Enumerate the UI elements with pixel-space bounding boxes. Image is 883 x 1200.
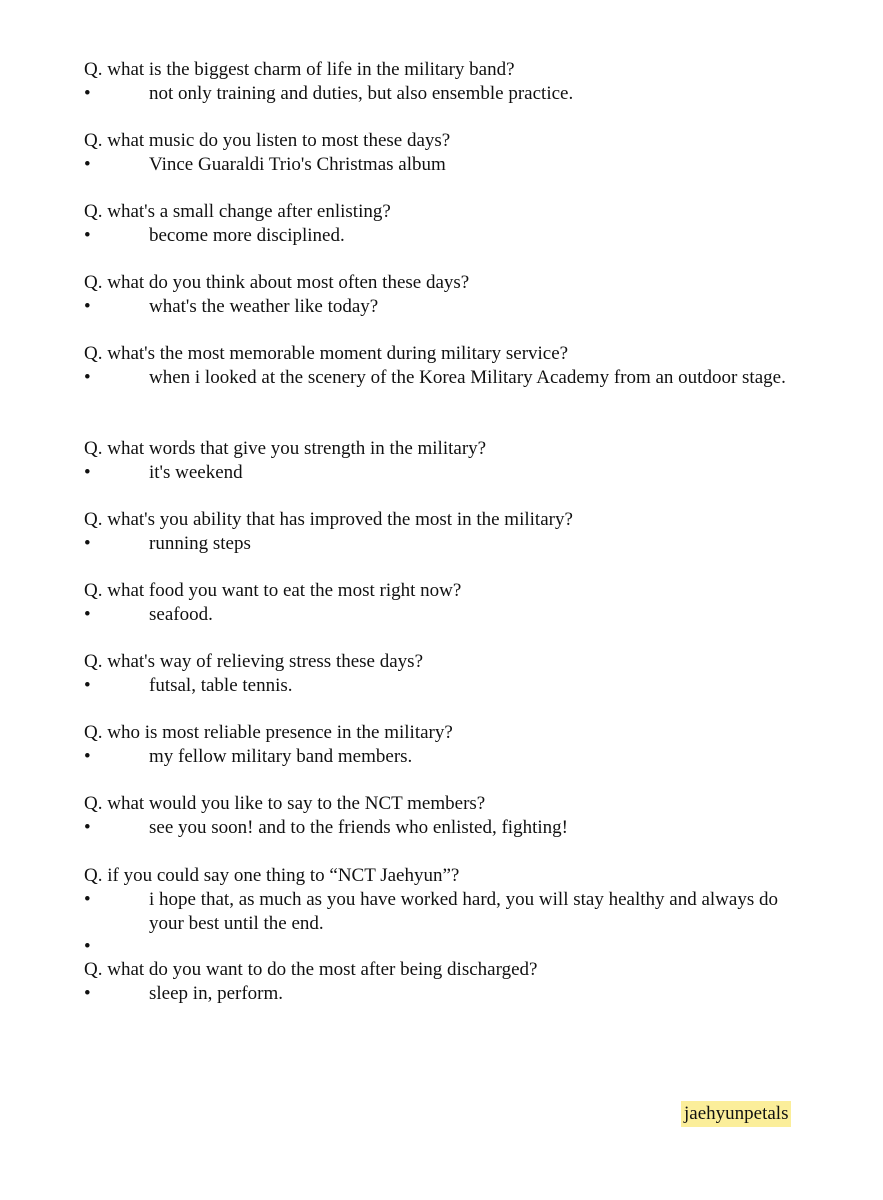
bullet-icon: • [84,296,91,317]
question-9: Q. what's way of relieving stress these days? [84,651,424,672]
answer-text: see you soon! and to the friends who enlisted, fighting! [149,817,568,838]
question-11: Q. what would you like to say to the NCT members? [84,793,486,814]
answer-text: not only training and duties, but also ensemble practice. [149,83,574,104]
answer-5 [84,366,804,390]
question-2: Q. what music do you listen to most these days? [84,130,451,151]
answer-4 [84,295,804,319]
bullet-icon: • [84,983,91,1004]
answer-text: what's the weather like today? [149,296,379,317]
bullet-icon: • [84,604,91,625]
question-1: Q. what is the biggest charm of life in the military band? [84,59,515,80]
watermark-label: jaehyunpetals [681,1101,791,1127]
answer-11 [84,816,804,840]
answer-text: i hope that, as much as you have worked hard, you will stay healthy and always do your best until the end. [149,889,778,934]
bullet-icon: • [84,83,91,104]
answer-text: sleep in, perform. [149,983,284,1004]
bullet-icon: • [84,817,91,838]
answer-13 [84,982,804,1006]
answer-text: seafood. [149,604,213,625]
answer-text: my fellow military band members. [149,746,413,767]
answer-3 [84,224,804,248]
answer-text: it's weekend [149,462,243,483]
question-6: Q. what words that give you strength in the military? [84,438,487,459]
bullet-icon: • [84,533,91,554]
bullet-icon: • [84,367,91,388]
answer-text: running steps [149,533,251,554]
answer-text: become more disciplined. [149,225,345,246]
answer-8 [84,603,804,627]
question-13: Q. what do you want to do the most after being discharged? [84,959,538,980]
answer-2 [84,153,804,177]
question-7: Q. what's you ability that has improved the most in the military? [84,509,573,530]
bullet-icon: • [84,936,91,957]
answer-6 [84,461,804,485]
question-8: Q. what food you want to eat the most right now? [84,580,462,601]
bullet-icon: • [84,675,91,696]
question-5: Q. what's the most memorable moment during military service? [84,343,569,364]
answer-10 [84,745,804,769]
bullet-icon: • [84,462,91,483]
answer-9 [84,674,804,698]
question-10: Q. who is most reliable presence in the military? [84,722,453,743]
bullet-icon: • [84,154,91,175]
bullet-icon: • [84,889,91,910]
bullet-icon: • [84,225,91,246]
question-4: Q. what do you think about most often these days? [84,272,470,293]
bullet-icon: • [84,746,91,767]
answer-text: Vince Guaraldi Trio's Christmas album [149,154,446,175]
answer-12 [84,888,804,936]
answer-text: when i looked at the scenery of the Korea Military Academy from an outdoor stage. [149,367,786,388]
answer-1 [84,82,804,106]
answer-7 [84,532,804,556]
question-12: Q. if you could say one thing to “NCT Jaehyun”? [84,865,460,886]
question-3: Q. what's a small change after enlisting? [84,201,391,222]
answer-text: futsal, table tennis. [149,675,293,696]
